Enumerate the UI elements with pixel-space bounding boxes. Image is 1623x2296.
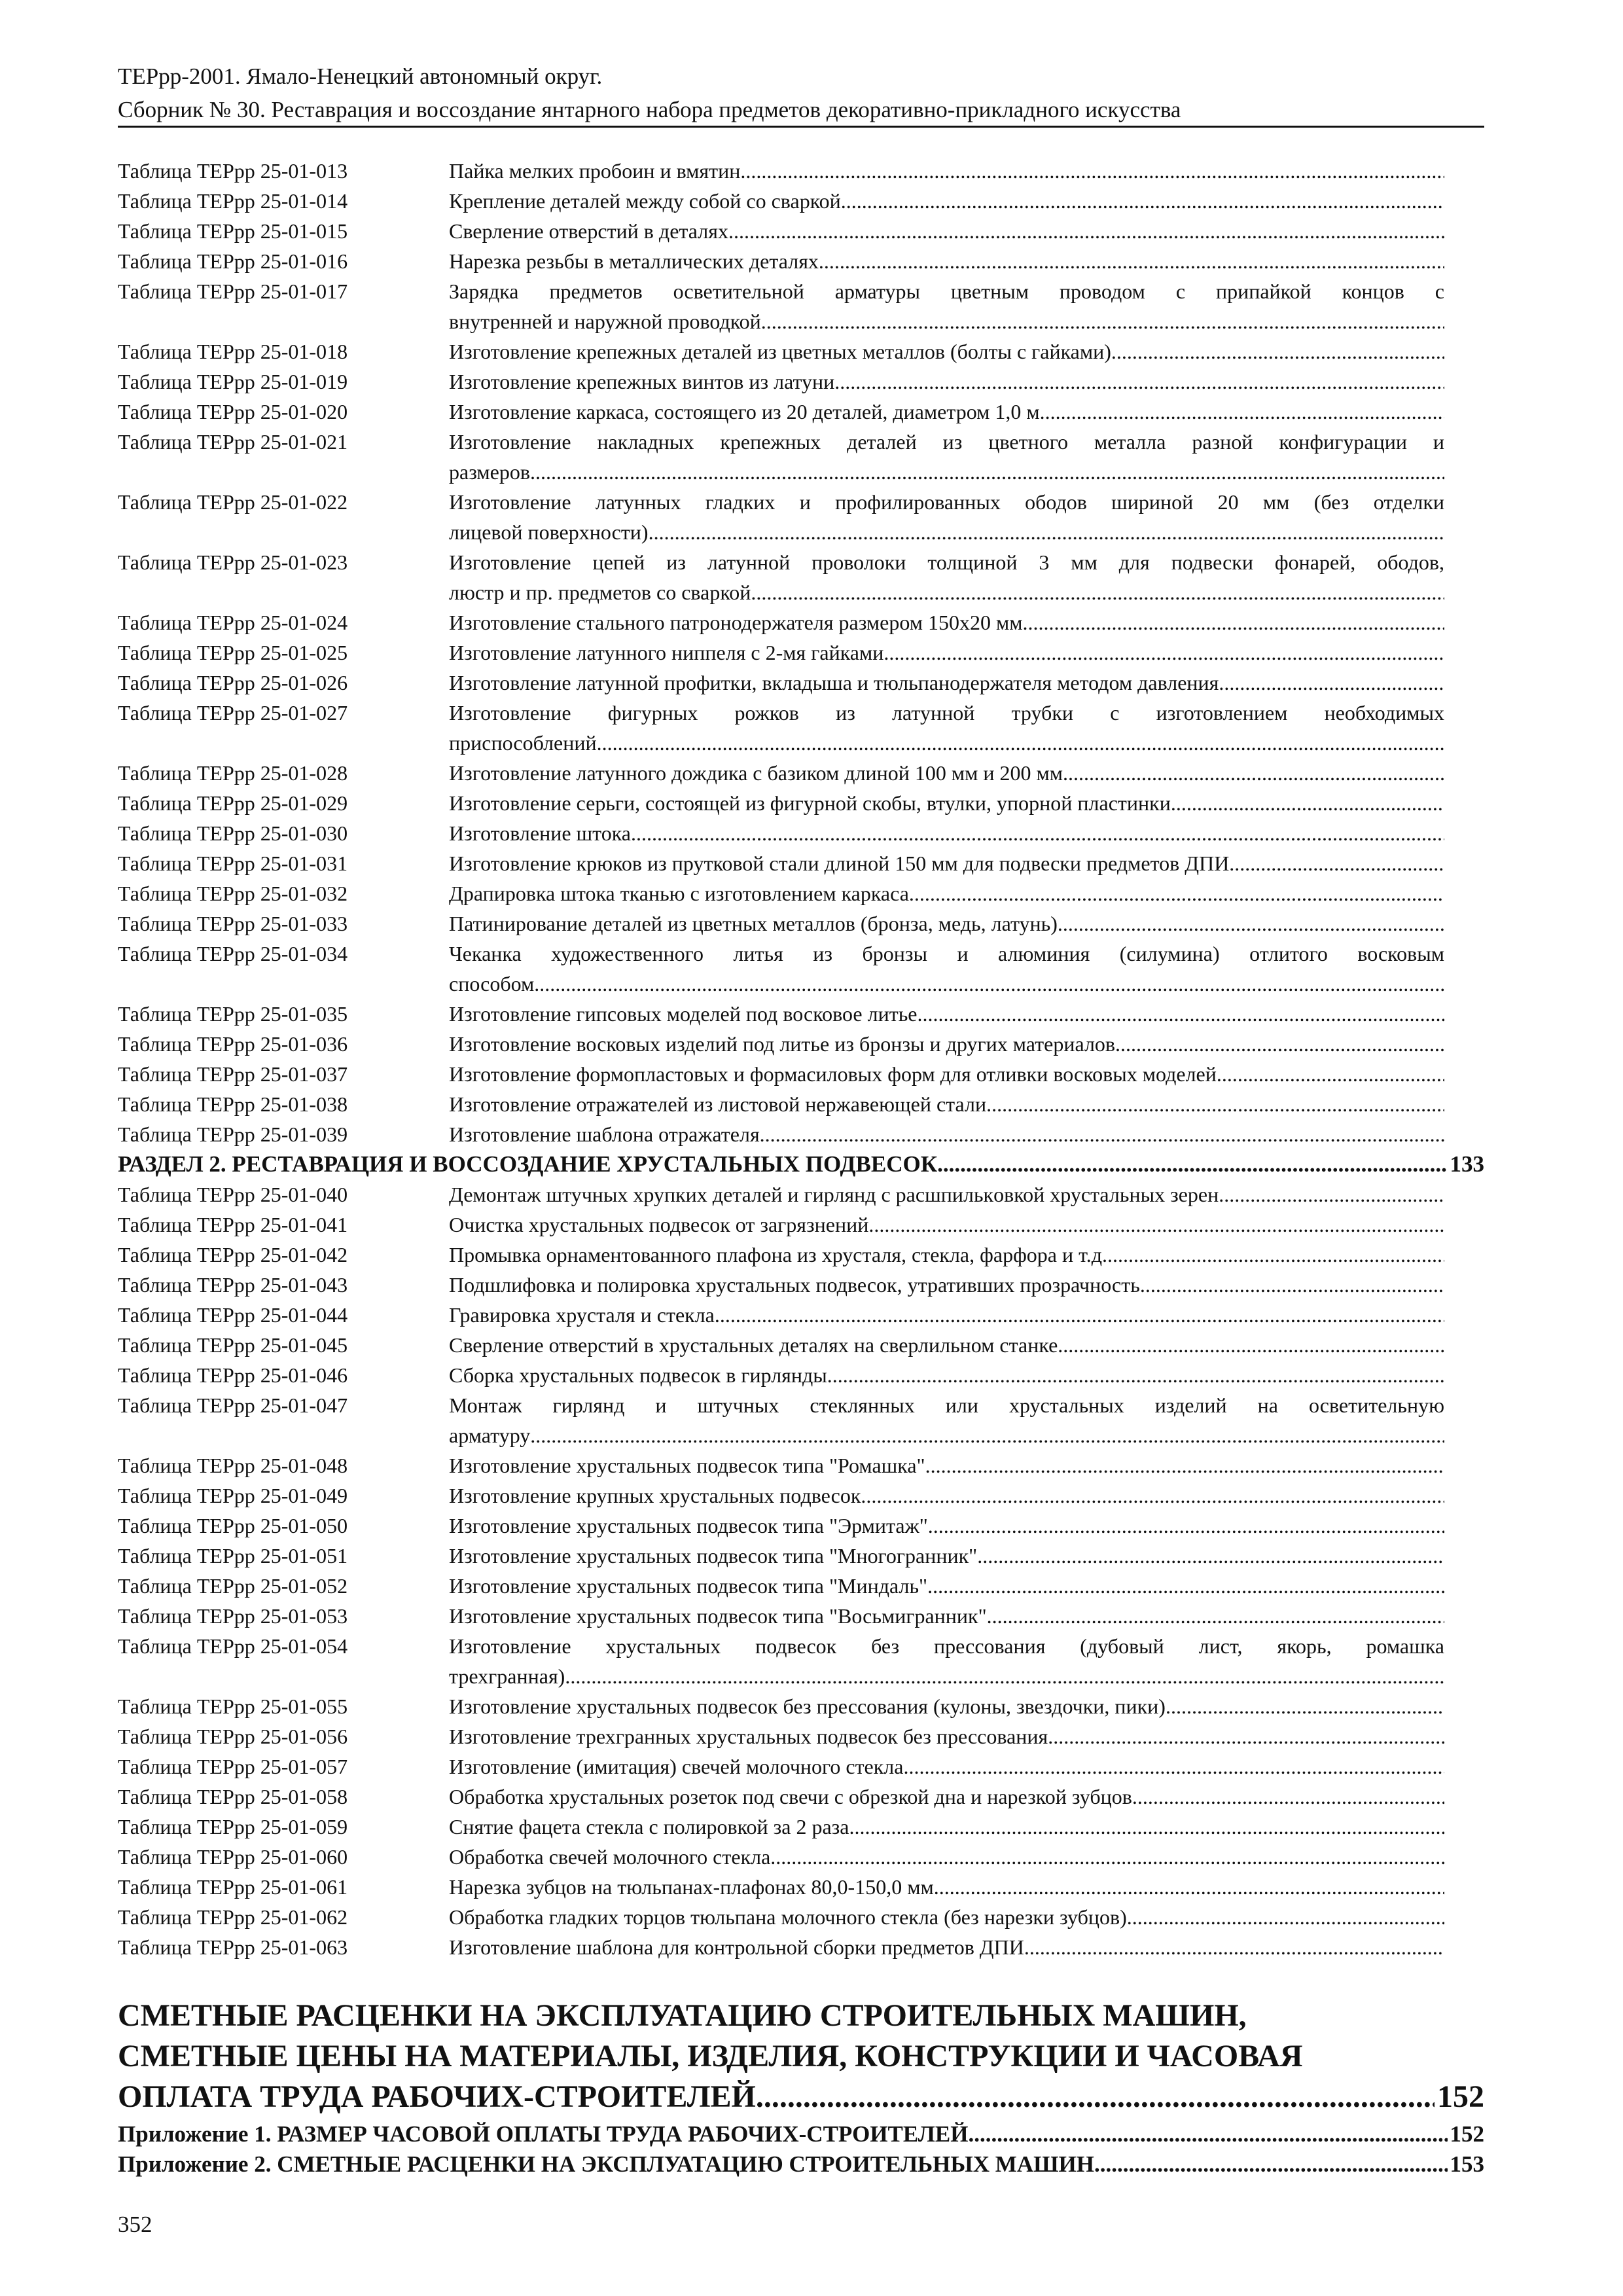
table-label: Таблица ТЕРрр 25-01-063: [118, 1935, 348, 1959]
entry-title: Зарядка предметов осветительной арматуры цветным проводом с припайкой концов с: [449, 279, 1444, 303]
entry-title-continued: внутренней и наружной проводкой: [449, 310, 761, 333]
entry-title: Изготовление латунной профитки, вкладыша и тюльпанодержателя методом давления: [449, 671, 1219, 694]
table-label: Таблица ТЕРрр 25-01-043: [118, 1273, 348, 1297]
part-heading-line-1: СМЕТНЫЕ РАСЦЕНКИ НА ЭКСПЛУАТАЦИЮ СТРОИТЕЛЬНЫХ МАШИН,: [118, 1998, 1247, 2033]
entry-title: Нарезка резьбы в металлических деталях: [449, 249, 819, 273]
section-title: РАЗДЕЛ 2. РЕСТАВРАЦИЯ И ВОССОЗДАНИЕ ХРУСТАЛЬНЫХ ПОДВЕСОК: [118, 1151, 938, 1177]
entry-title: Изготовление крюков из прутковой стали длиной 150 мм для подвески предметов ДПИ: [449, 852, 1230, 875]
entry-title: Изготовление трехгранных хрустальных подвесок без прессования: [449, 1725, 1048, 1748]
table-label: Таблица ТЕРрр 25-01-048: [118, 1454, 348, 1477]
entry-title-continued: трехгранная): [449, 1664, 565, 1688]
entry-title: Изготовление латунного ниппеля с 2-мя гайками: [449, 641, 884, 664]
table-label: Таблица ТЕРрр 25-01-044: [118, 1303, 348, 1327]
table-label: Таблица ТЕРрр 25-01-029: [118, 791, 348, 815]
table-label: Таблица ТЕРрр 25-01-037: [118, 1062, 348, 1086]
entry-title: Патинирование деталей из цветных металлов (бронза, медь, латунь): [449, 912, 1058, 935]
leader-dots: [827, 1360, 1444, 1390]
table-label: Таблица ТЕРрр 25-01-050: [118, 1514, 348, 1537]
leader-dots: [1115, 1029, 1444, 1059]
entry-title: Изготовление штока: [449, 821, 631, 845]
entry-title: Чеканка художественного литья из бронзы и алюминия (силумина) отлитого восковым: [449, 942, 1444, 965]
entry-title: Драпировка штока тканью с изготовлением каркаса: [449, 882, 909, 905]
entry-title: Изготовление крепежных деталей из цветных металлов (болты с гайками): [449, 340, 1111, 363]
entry-title: Изготовление формопластовых и формасиловых форм для отливки восковых моделей: [449, 1062, 1217, 1086]
entry-title: Изготовление латунного дождика с базиком длиной 100 мм и 200 мм: [449, 761, 1063, 785]
leader-dots: [1058, 908, 1444, 939]
leader-dots: [1132, 1782, 1444, 1812]
leader-dots: [986, 1089, 1444, 1119]
leader-dots: [968, 2119, 1447, 2149]
table-label: Таблица ТЕРрр 25-01-034: [118, 942, 348, 965]
leader-dots: [917, 999, 1444, 1029]
table-label: Таблица ТЕРрр 25-01-027: [118, 701, 348, 725]
entry-title: Снятие фацета стекла с полировкой за 2 раза: [449, 1815, 849, 1839]
leader-dots: [868, 1210, 1444, 1240]
leader-dots: [834, 367, 1444, 397]
table-label: Таблица ТЕРрр 25-01-042: [118, 1243, 348, 1266]
table-label: Таблица ТЕРрр 25-01-047: [118, 1393, 348, 1417]
leader-dots: [565, 1661, 1444, 1691]
entry-title: Сборка хрустальных подвесок в гирлянды: [449, 1363, 827, 1387]
leader-dots: [928, 1511, 1444, 1541]
table-label: Таблица ТЕРрр 25-01-056: [118, 1725, 348, 1748]
entry-title: Подшлифовка и полировка хрустальных подвесок, утративших прозрачность: [449, 1273, 1140, 1297]
entry-title: Пайка мелких пробоин и вмятин: [449, 159, 741, 183]
entry-title: Изготовление хрустальных подвесок типа "Ромашка": [449, 1454, 925, 1477]
entry-title: Изготовление фигурных рожков из латунной трубки с изготовлением необходимых: [449, 701, 1444, 725]
table-label: Таблица ТЕРрр 25-01-039: [118, 1122, 348, 1146]
leader-dots: [530, 457, 1444, 487]
table-label: Таблица ТЕРрр 25-01-040: [118, 1183, 348, 1206]
table-label: Таблица ТЕРрр 25-01-049: [118, 1484, 348, 1507]
table-label: Таблица ТЕРрр 25-01-020: [118, 400, 348, 423]
table-label: Таблица ТЕРрр 25-01-053: [118, 1604, 348, 1628]
entry-title: Изготовление (имитация) свечей молочного стекла: [449, 1755, 904, 1778]
leader-dots: [925, 1450, 1444, 1480]
leader-dots: [534, 969, 1444, 999]
table-label: Таблица ТЕРрр 25-01-052: [118, 1574, 348, 1598]
running-header-title: ТЕРрр-2001. Ямало-Ненецкий автономный округ.: [118, 63, 603, 89]
table-label: Таблица ТЕРрр 25-01-015: [118, 219, 348, 243]
entry-title: Изготовление цепей из латунной проволоки толщиной 3 мм для подвески фонарей, ободов,: [449, 550, 1444, 574]
leader-dots: [1111, 336, 1444, 367]
table-label: Таблица ТЕРрр 25-01-061: [118, 1875, 348, 1899]
part-page-number: 152: [1437, 2079, 1484, 2114]
entry-title: Монтаж гирлянд и штучных стеклянных или хрустальных изделий на осветительную: [449, 1393, 1444, 1417]
entry-title: Очистка хрустальных подвесок от загрязнений: [449, 1213, 869, 1236]
leader-dots: [934, 1872, 1444, 1902]
table-label: Таблица ТЕРрр 25-01-013: [118, 159, 348, 183]
table-label: Таблица ТЕРрр 25-01-019: [118, 370, 348, 393]
appendix-1[interactable]: Приложение 1. РАЗМЕР ЧАСОВОЙ ОПЛАТЫ ТРУДА РАБОЧИХ-СТРОИТЕЛЕЙ ..... 152: [118, 2119, 1484, 2149]
table-label: Таблица ТЕРрр 25-01-021: [118, 430, 348, 454]
entry-title: Сверление отверстий в хрустальных деталях на сверлильном станке: [449, 1333, 1058, 1357]
leader-dots: [909, 878, 1444, 908]
leader-dots: [903, 1751, 1444, 1782]
leader-dots: [937, 1149, 1447, 1179]
table-label: Таблица ТЕРрр 25-01-025: [118, 641, 348, 664]
entry-title: Изготовление хрустальных подвесок типа "Эрмитаж": [449, 1514, 928, 1537]
table-label: Таблица ТЕРрр 25-01-026: [118, 671, 348, 694]
leader-dots: [761, 306, 1444, 336]
entry-title: Обработка свечей молочного стекла: [449, 1845, 771, 1869]
part-heading-line-2: СМЕТНЫЕ ЦЕНЫ НА МАТЕРИАЛЫ, ИЗДЕЛИЯ, КОНСТРУКЦИИ И ЧАСОВАЯ: [118, 2039, 1303, 2073]
leader-dots: [1219, 1179, 1444, 1210]
leader-dots: [1229, 848, 1444, 878]
entry-title: Изготовление хрустальных подвесок типа "Миндаль": [449, 1574, 928, 1598]
leader-dots: [715, 1300, 1444, 1330]
entry-title: Сверление отверстий в деталях: [449, 219, 728, 243]
entry-title: Обработка хрустальных розеток под свечи с обрезкой дна и нарезкой зубцов: [449, 1785, 1132, 1808]
entry-title: Обработка гладких торцов тюльпана молочного стекла (без нарезки зубцов): [449, 1905, 1127, 1929]
leader-dots: [1063, 758, 1444, 788]
entry-title: Изготовление хрустальных подвесок типа "Многогранник": [449, 1544, 978, 1568]
table-label: Таблица ТЕРрр 25-01-023: [118, 550, 348, 574]
table-label: Таблица ТЕРрр 25-01-058: [118, 1785, 348, 1808]
table-label: Таблица ТЕРрр 25-01-035: [118, 1002, 348, 1026]
table-label: Таблица ТЕРрр 25-01-033: [118, 912, 348, 935]
leader-dots: [1058, 1330, 1444, 1360]
leader-dots: [1048, 1721, 1444, 1751]
leader-dots: [1166, 1691, 1444, 1721]
entry-title: Изготовление каркаса, состоящего из 20 деталей, диаметром 1,0 м: [449, 400, 1040, 423]
entry-title: Изготовление серьги, состоящей из фигурной скобы, втулки, упорной пластинки: [449, 791, 1171, 815]
leader-dots: [1094, 2149, 1448, 2179]
entry-title: Демонтаж штучных хрупких деталей и гирлянд с расшпилькoвкой хрустальных зерен: [449, 1183, 1219, 1206]
part-heading-line-3[interactable]: ОПЛАТА ТРУДА РАБОЧИХ-СТРОИТЕЛЕЙ ..... 152: [118, 2077, 1484, 2117]
leader-dots: [1040, 397, 1444, 427]
entry-title-continued: размеров: [449, 460, 530, 484]
entry-title: Изготовление латунных гладких и профилированных ободов шириной 20 мм (без отделки: [449, 490, 1444, 514]
leader-dots: [1140, 1270, 1444, 1300]
section-heading[interactable]: [118, 1149, 1484, 1179]
running-header-collection: Сборник № 30. Реставрация и воссоздание янтарного набора предметов декоративно-прикладного искусства: [118, 97, 1181, 122]
section-page-number: 133: [1450, 1151, 1484, 1177]
leader-dots: [849, 1812, 1445, 1842]
entry-title: Изготовление шаблона отражателя: [449, 1122, 760, 1146]
table-label: Таблица ТЕРрр 25-01-041: [118, 1213, 348, 1236]
table-label: Таблица ТЕРрр 25-01-024: [118, 611, 348, 634]
leader-dots: [1107, 1240, 1444, 1270]
leader-dots: [1127, 1902, 1444, 1932]
leader-dots: [1219, 668, 1444, 698]
table-label: Таблица ТЕРрр 25-01-017: [118, 279, 348, 303]
table-label: Таблица ТЕРрр 25-01-051: [118, 1544, 348, 1568]
table-label: Таблица ТЕРрр 25-01-032: [118, 882, 348, 905]
entry-title: Изготовление крепежных винтов из латуни: [449, 370, 835, 393]
leader-dots: [756, 2077, 1435, 2117]
table-label: Таблица ТЕРрр 25-01-031: [118, 852, 348, 875]
leader-dots: [1217, 1059, 1444, 1089]
entry-title-continued: арматуру: [449, 1424, 531, 1447]
leader-dots: [728, 216, 1444, 246]
table-label: Таблица ТЕРрр 25-01-059: [118, 1815, 348, 1839]
entry-title-continued: лицевой поверхности): [449, 520, 649, 544]
table-label: Таблица ТЕРрр 25-01-060: [118, 1845, 348, 1869]
leader-dots: [861, 1480, 1444, 1511]
leader-dots: [927, 1571, 1444, 1601]
leader-dots: [1023, 607, 1444, 637]
leader-dots: [987, 1601, 1444, 1631]
leader-dots: [597, 728, 1444, 758]
entry-title: Изготовление стального патронодержателя размером 150х20 мм: [449, 611, 1023, 634]
table-label: Таблица ТЕРрр 25-01-045: [118, 1333, 348, 1357]
entry-title: Промывка орнаментованного плафона из хрусталя, стекла, фарфора и т.д.: [449, 1243, 1107, 1266]
appendix-page-number: 152: [1450, 2121, 1484, 2147]
entry-title-continued: способом: [449, 972, 535, 996]
table-label: Таблица ТЕРрр 25-01-016: [118, 249, 348, 273]
table-label: Таблица ТЕРрр 25-01-030: [118, 821, 348, 845]
table-label: Таблица ТЕРрр 25-01-062: [118, 1905, 348, 1929]
entry-title: Изготовление шаблона для контрольной сборки предметов ДПИ: [449, 1935, 1024, 1959]
leader-dots: [883, 637, 1444, 668]
table-label: Таблица ТЕРрр 25-01-028: [118, 761, 348, 785]
leader-dots: [977, 1541, 1444, 1571]
leader-dots: [649, 517, 1444, 547]
entry-title: Изготовление хрустальных подвесок без прессования (кулоны, звездочки, пики): [449, 1695, 1166, 1718]
appendix-2[interactable]: Приложение 2. СМЕТНЫЕ РАСЦЕНКИ НА ЭКСПЛУАТАЦИЮ СТРОИТЕЛЬНЫХ МАШИН ..... 153: [118, 2149, 1484, 2179]
appendix-page-number: 153: [1450, 2151, 1484, 2177]
leader-dots: [631, 818, 1444, 848]
page-number: 352: [118, 2212, 152, 2237]
leader-dots: [760, 1119, 1444, 1149]
entry-title: Изготовление накладных крепежных деталей из цветного металла разной конфигурации и: [449, 430, 1444, 454]
leader-dots: [740, 156, 1444, 186]
entry-title-continued: приспособлений: [449, 731, 597, 755]
entry-title: Изготовление восковых изделий под литье из бронзы и других материалов: [449, 1032, 1116, 1056]
entry-title: Изготовление гипсовых моделей под восковое литье: [449, 1002, 918, 1026]
entry-title: Изготовление крупных хрустальных подвесок: [449, 1484, 861, 1507]
table-label: Таблица ТЕРрр 25-01-046: [118, 1363, 348, 1387]
leader-dots: [1024, 1932, 1444, 1962]
leader-dots: [770, 1842, 1444, 1872]
table-label: Таблица ТЕРрр 25-01-038: [118, 1092, 348, 1116]
leader-dots: [751, 577, 1444, 607]
entry-title: Изготовление хрустальных подвесок типа "Восьмигранник": [449, 1604, 987, 1628]
table-label: Таблица ТЕРрр 25-01-014: [118, 189, 348, 213]
leader-dots: [841, 186, 1444, 216]
table-label: Таблица ТЕРрр 25-01-018: [118, 340, 348, 363]
table-label: Таблица ТЕРрр 25-01-022: [118, 490, 348, 514]
leader-dots: [1171, 788, 1444, 818]
entry-title: Изготовление хрустальных подвесок без прессования (дубовый лист, якорь, ромашка: [449, 1634, 1444, 1658]
table-label: Таблица ТЕРрр 25-01-054: [118, 1634, 348, 1658]
entry-title: Гравировка хрусталя и стекла: [449, 1303, 715, 1327]
leader-dots: [819, 246, 1444, 276]
table-label: Таблица ТЕРрр 25-01-036: [118, 1032, 348, 1056]
table-label: Таблица ТЕРрр 25-01-055: [118, 1695, 348, 1718]
entry-title: Нарезка зубцов на тюльпанах-плафонах 80,0-150,0 мм: [449, 1875, 934, 1899]
entry-title-continued: люстр и пр. предметов со сваркой: [449, 581, 751, 604]
entry-title: Крепление деталей между собой со сваркой: [449, 189, 841, 213]
leader-dots: [530, 1420, 1444, 1450]
table-label: Таблица ТЕРрр 25-01-057: [118, 1755, 348, 1778]
entry-title: Изготовление отражателей из листовой нержавеющей стали: [449, 1092, 987, 1116]
